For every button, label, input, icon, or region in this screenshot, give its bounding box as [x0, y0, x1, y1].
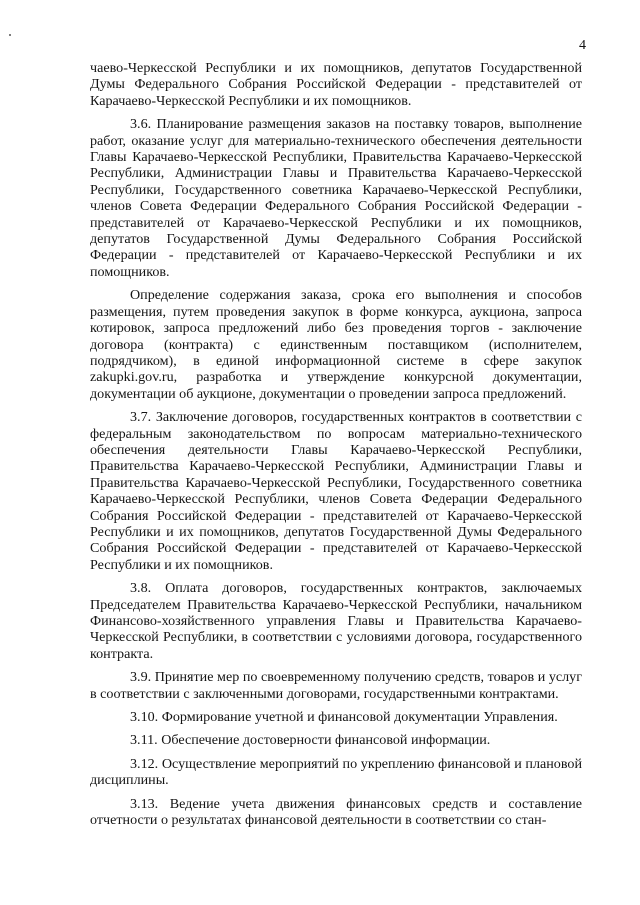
- paragraph-3-6: 3.6. Планирование размещения заказов на поставку товаров, выполнение работ, оказание услуг для материально-технического обеспечения деятельности Главы Карачаево-Черкесской Республики, Правительства Карачаево-Черкесской Республики, Администрации Главы и Правительства Карачаево-Черкесской Республики, Государственного советника Карачаево-Черкесской Республики, членов Совета Федерации Федерального Собрания Российской Федерации - представителей от Карачаево-Черкесской Республики и их помощников, депутатов Государственной Думы Федерального Собрания Российской Федерации - представителей от Карачаево-Черкесской Республики и их помощников.: [90, 116, 582, 280]
- paragraph-3-8: 3.8. Оплата договоров, государственных контрактов, заключаемых Председателем Правительства Карачаево-Черкесской Республики, начальником Финансово-хозяйственного управления Главы и Правительства Карачаево-Черкесской Республики, в соответствии с условиями договора, государственного контракта.: [90, 580, 582, 662]
- page-number: 4: [579, 38, 586, 53]
- paragraph-3-10: 3.10. Формирование учетной и финансовой документации Управления.: [130, 709, 558, 726]
- paragraph-continuation: чаево-Черкесской Республики и их помощников, депутатов Государственной Думы Федерального Собрания Российской Федерации - представителей от Карачаево-Черкесской Республики и их помощников.: [90, 60, 582, 109]
- document-body: [90, 60, 582, 835]
- paragraph-3-12: 3.12. Осуществление мероприятий по укреплению финансовой и плановой дисциплины.: [90, 755, 582, 789]
- scan-speck: [9, 34, 11, 36]
- paragraph-3-13: 3.13. Ведение учета движения финансовых средств и составление отчетности о результатах финансовой деятельности в соответствии со стан-: [90, 795, 582, 829]
- paragraph-3-11: 3.11. Обеспечение достоверности финансовой информации.: [130, 732, 491, 749]
- paragraph-3-7: 3.7. Заключение договоров, государственных контрактов в соответствии с федеральным законодательством по вопросам материально-технического обеспечения деятельности Главы Карачаево-Черкесской Республики, Правительства Карачаево-Черкесской Республики, Администрации Главы и Правительства Карачаево-Черкесской Республики, Государственного советника Карачаево-Черкесской Республики, членов Совета Федерации Федерального Собрания Российской Федерации - представителей от Карачаево-Черкесской Республики и их помощников, депутатов Государственной Думы Федерального Собрания Российской Федерации - представителей от Карачаево-Черкесской Республики и их помощников.: [90, 409, 582, 573]
- paragraph-3-9: 3.9. Принятие мер по своевременному получению средств, товаров и услуг в соответствии с заключенными договорами, государственными контрактами.: [90, 669, 582, 702]
- paragraph-order-definition: Определение содержания заказа, срока его выполнения и способов размещения, путем проведения закупок в форме конкурса, аукциона, запроса котировок, запроса предложений либо без проведения торгов - заключение договора (контракта) с единственным поставщиком (исполнителем, подрядчиком), в единой информационной системе в сфере закупок zakupki.gov.ru, разработка и утверждение конкурсной документации, документации об аукционе, документации о проведении запроса предложений.: [90, 287, 582, 402]
